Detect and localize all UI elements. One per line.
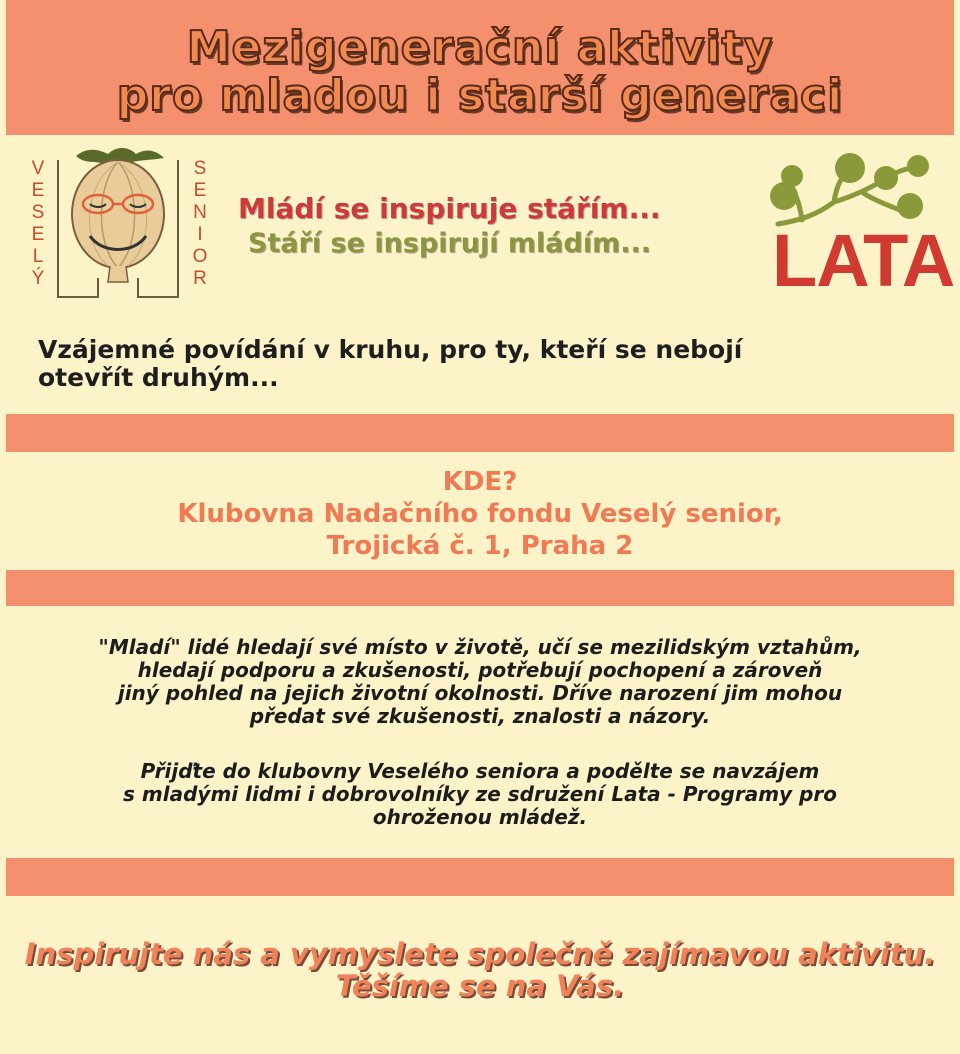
closing-text — [6, 938, 954, 1002]
logo-letter: Ý — [31, 268, 45, 289]
header-title-line2: pro mladou i starší generaci — [116, 70, 844, 121]
intro-line: otevřít druhým... — [38, 363, 279, 392]
paragraph-line: Přijďte do klubovny Veselého seniora a podělte se navzájem — [140, 759, 820, 783]
location-question: KDE? — [442, 467, 518, 497]
location-line: Trojická č. 1, Praha 2 — [326, 531, 634, 561]
divider-band — [6, 858, 954, 896]
logo-letter: E — [31, 180, 45, 201]
logo-letter: R — [193, 268, 207, 289]
location-block — [6, 466, 954, 562]
paragraph-line: předat své zkušenosti, znalosti a názory. — [249, 704, 711, 728]
logo-letter: S — [31, 202, 45, 223]
divider-band — [6, 570, 954, 606]
header-banner — [6, 0, 954, 135]
logo-letter: E — [193, 180, 207, 201]
logo-letter: L — [32, 246, 44, 267]
tagline-youth: Mládí se inspiruje stářím... — [238, 192, 661, 225]
paragraph-line: hledají podporu a zkušenosti, potřebují pochopení a zároveň — [137, 658, 823, 682]
intro-text — [38, 336, 858, 392]
vesely-senior-logo — [28, 142, 218, 304]
description-paragraph — [20, 636, 940, 728]
logo-letter: I — [197, 224, 203, 245]
closing-line: Těšíme se na Vás. — [335, 969, 625, 1003]
logo-letter: O — [192, 246, 208, 267]
page-edge — [0, 0, 6, 1054]
page-edge — [954, 0, 960, 1054]
logo-letter: S — [193, 158, 207, 179]
senior-letters — [190, 158, 210, 290]
logo-letter: E — [31, 224, 45, 245]
logo-letter: N — [193, 202, 207, 223]
logo-letter: V — [31, 158, 45, 179]
invitation-paragraph — [20, 760, 940, 829]
header-title-line1: Mezigenerační aktivity — [186, 22, 774, 73]
paragraph-line: ohroženou mládež. — [372, 805, 588, 829]
intro-line: Vzájemné povídání v kruhu, pro ty, kteří se nebojí — [38, 335, 743, 364]
divider-band — [6, 414, 954, 452]
tagline-elderly: Stáří se inspirují mládím... — [248, 228, 651, 259]
lata-logo-word: LATA — [772, 219, 955, 302]
closing-line: Inspirujte nás a vymyslete společně zajímavou aktivitu. — [24, 937, 936, 971]
location-line: Klubovna Nadačního fondu Veselý senior, — [177, 499, 783, 529]
paragraph-line: "Mladí" lidé hledají své místo v životě, učí se mezilidským vztahům, — [98, 635, 862, 659]
paragraph-line: jiný pohled na jejich životní okolnosti. Dříve narození jim mohou — [117, 681, 843, 705]
paragraph-line: s mladými lidmi i dobrovolníky ze sdružení Lata - Programy pro — [123, 782, 837, 806]
